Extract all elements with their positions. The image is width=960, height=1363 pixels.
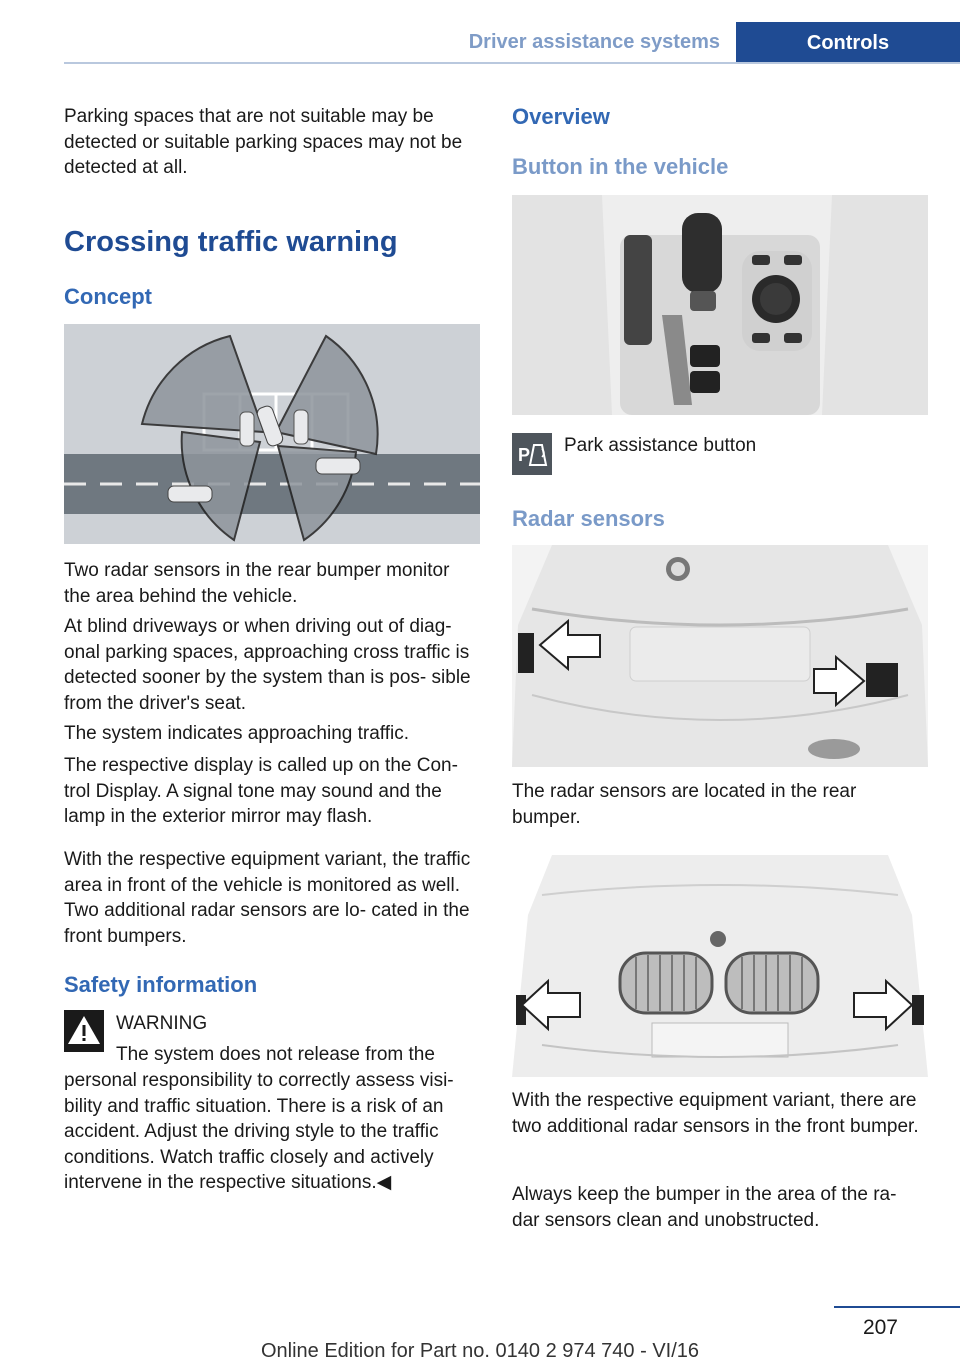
center-console-image	[512, 195, 928, 415]
warning-text: personal responsibility to correctly assess visi‐ bility and traffic situation. There is a risk of an accident. Adjust the driving style to the traffic conditions. Watch traffic closely and actively intervene in the respective situations.◀	[64, 1070, 454, 1193]
intro-paragraph: Parking spaces that are not suitable may be detected or suitable parking spaces may not be detected at all.	[64, 106, 463, 178]
page-number: 207	[862, 1316, 898, 1339]
radar-location-text: The radar sensors are located in the rear bumper.	[512, 781, 857, 828]
svg-text:P: P	[518, 445, 531, 465]
tab-label: Controls	[806, 31, 890, 54]
paragraph-radar-rear: Two radar sensors in the rear bumper monitor the area behind the vehicle.	[64, 560, 450, 607]
running-header-section: Driver assistance systems	[468, 31, 720, 53]
park-assist-button-icon	[512, 433, 552, 475]
paragraph-blind-driveways: At blind driveways or when driving out of diag‐ onal parking spaces, approaching cross traffic is detected sooner by the system than is pos‐ sible from the driver's seat.	[64, 616, 471, 714]
front-bumper-image	[512, 855, 928, 1077]
crossing-traffic-illustration	[64, 324, 480, 544]
paragraph-display: The respective display is called up on the Con‐ trol Display. A signal tone may sound and the lamp in the exterior mirror may flash.	[64, 755, 458, 827]
warning-label: WARNING	[116, 1013, 208, 1034]
rear-bumper-image	[512, 545, 928, 767]
park-button-label: Park assistance button	[564, 435, 757, 456]
safety-heading: Safety information	[64, 972, 258, 997]
paragraph-indicates-traffic: The system indicates approaching traffic.	[64, 723, 409, 744]
section-title: Crossing traffic warning	[64, 226, 398, 258]
concept-heading: Concept	[64, 284, 152, 309]
keep-clean-text: Always keep the bumper in the area of the ra‐ dar sensors clean and unobstructed.	[512, 1184, 897, 1231]
warning-text-first-line: The system does not release from the	[116, 1044, 435, 1065]
warning-icon	[64, 1010, 104, 1052]
running-header-tab	[736, 22, 960, 64]
button-heading: Button in the vehicle	[512, 154, 729, 179]
footer-rule	[834, 1306, 960, 1308]
header-rule	[64, 62, 960, 64]
paragraph-front-monitoring: With the respective equipment variant, the traffic area in front of the vehicle is monitored as well. Two additional radar sensors are lo‐ cated in the front bumpers.	[64, 849, 471, 947]
overview-heading: Overview	[512, 104, 610, 129]
radar-heading: Radar sensors	[512, 506, 665, 531]
front-sensors-text: With the respective equipment variant, there are two additional radar sensors in the front bumper.	[512, 1090, 919, 1137]
edition-footer: Online Edition for Part no. 0140 2 974 740 - VI/16	[260, 1340, 700, 1362]
